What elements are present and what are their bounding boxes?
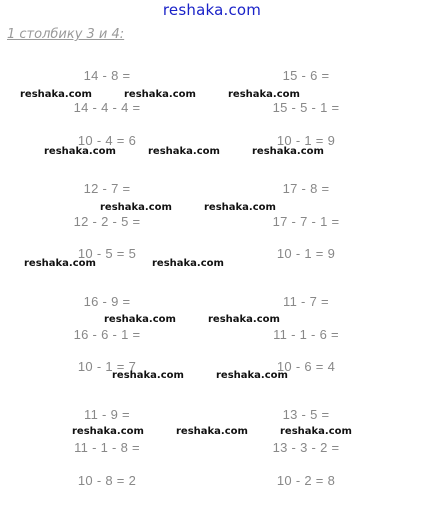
watermark: reshaka.com (100, 202, 172, 213)
equation-g3-right-3: 10 - 6 = 4 (276, 359, 336, 374)
equation-g2-right-2: 17 - 7 - 1 = (272, 214, 340, 229)
equation-g4-left-3: 10 - 8 = 2 (77, 473, 137, 488)
equation-g2-left-2: 12 - 2 - 5 = (73, 214, 141, 229)
equation-g4-right-1: 13 - 5 = (282, 407, 330, 422)
equation-g3-left-2: 16 - 6 - 1 = (73, 327, 141, 342)
equation-g3-right-2: 11 - 1 - 6 = (273, 327, 339, 342)
watermark: reshaka.com (148, 146, 220, 157)
equation-g1-right-2: 15 - 5 - 1 = (272, 100, 340, 115)
watermark: reshaka.com (228, 89, 300, 100)
watermark: reshaka.com (252, 146, 324, 157)
subtitle: 1 столбику 3 и 4: (7, 27, 125, 42)
watermark: reshaka.com (204, 202, 276, 213)
equation-g4-left-2: 11 - 1 - 8 = (74, 440, 140, 455)
equation-g1-left-2: 14 - 4 - 4 = (73, 100, 141, 115)
watermark: reshaka.com (24, 258, 96, 269)
watermark: reshaka.com (20, 89, 92, 100)
equation-g2-left-3: 10 - 5 = 5 (77, 246, 137, 261)
watermark: reshaka.com (112, 370, 184, 381)
watermark: reshaka.com (104, 314, 176, 325)
equation-g2-left-1: 12 - 7 = (83, 181, 131, 196)
equation-g2-right-1: 17 - 8 = (282, 181, 330, 196)
equation-g2-right-3: 10 - 1 = 9 (276, 246, 336, 261)
equation-g1-left-3: 10 - 4 = 6 (77, 133, 137, 148)
watermark: reshaka.com (44, 146, 116, 157)
watermark: reshaka.com (208, 314, 280, 325)
site-title: reshaka.com (162, 1, 262, 19)
watermark: reshaka.com (72, 426, 144, 437)
watermark: reshaka.com (280, 426, 352, 437)
equation-g1-right-1: 15 - 6 = (282, 68, 330, 83)
watermark: reshaka.com (176, 426, 248, 437)
watermark: reshaka.com (216, 370, 288, 381)
equation-g3-right-1: 11 - 7 = (283, 294, 329, 309)
equation-g4-right-3: 10 - 2 = 8 (276, 473, 336, 488)
equation-g3-left-3: 10 - 1 = 7 (77, 359, 137, 374)
watermark: reshaka.com (124, 89, 196, 100)
equation-g1-left-1: 14 - 8 = (83, 68, 131, 83)
equation-g1-right-3: 10 - 1 = 9 (276, 133, 336, 148)
equation-g3-left-1: 16 - 9 = (83, 294, 131, 309)
watermark: reshaka.com (152, 258, 224, 269)
equation-g4-right-2: 13 - 3 - 2 = (272, 440, 340, 455)
equation-g4-left-1: 11 - 9 = (84, 407, 130, 422)
